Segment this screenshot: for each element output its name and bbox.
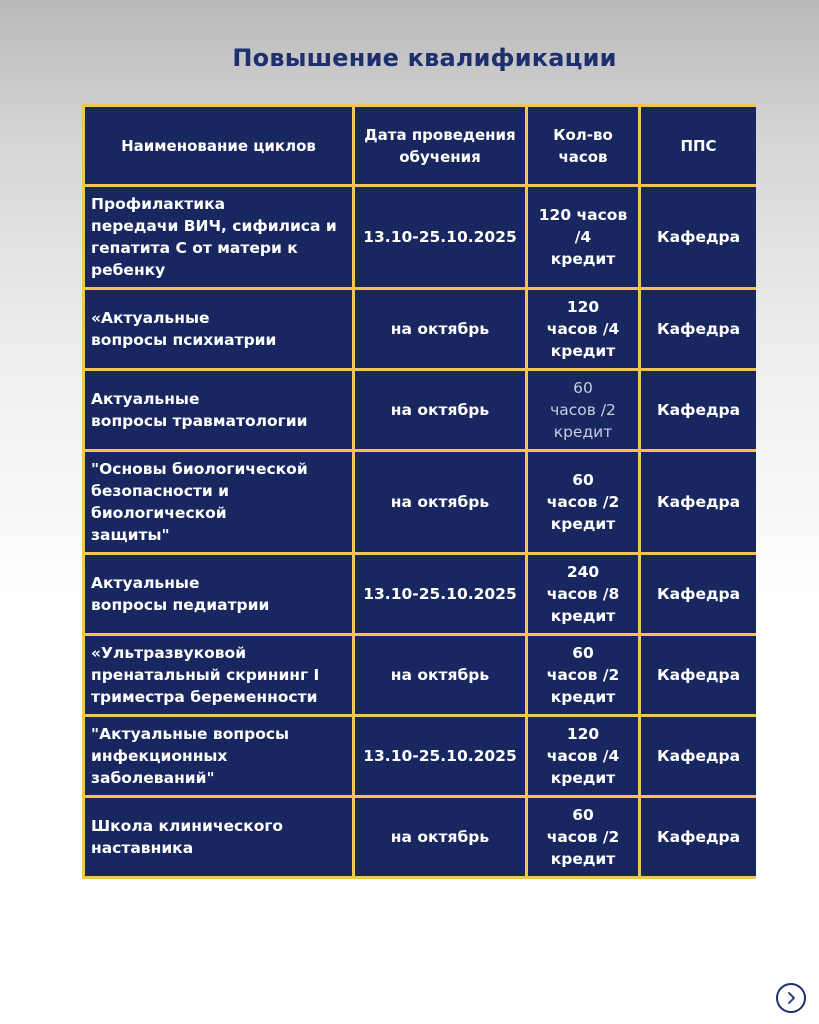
row-4-hours: 60 часов /2 кредит [528,452,638,552]
row-6-pps: Кафедра [641,636,756,714]
next-page-button[interactable] [776,983,806,1013]
courses-table [82,104,756,879]
row-4-date: на октябрь [355,452,525,552]
row-7-date: 13.10-25.10.2025 [355,717,525,795]
header-name: Наименование циклов [85,107,352,184]
row-1-pps: Кафедра [641,187,756,287]
row-2-pps: Кафедра [641,290,756,368]
row-2-hours: 120 часов /4 кредит [528,290,638,368]
row-8-date: на октябрь [355,798,525,876]
row-6-date: на октябрь [355,636,525,714]
row-2-date: на октябрь [355,290,525,368]
page-title: Повышение квалификации [232,44,617,72]
row-8-pps: Кафедра [641,798,756,876]
row-5-hours: 240 часов /8 кредит [528,555,638,633]
row-2-name: «Актуальные вопросы психиатрии [85,290,352,368]
row-4-pps: Кафедра [641,452,756,552]
row-1-date: 13.10-25.10.2025 [355,187,525,287]
row-7-pps: Кафедра [641,717,756,795]
row-5-pps: Кафедра [641,555,756,633]
row-7-hours: 120 часов /4 кредит [528,717,638,795]
row-1-name: Профилактика передачи ВИЧ, сифилиса и гепатита С от матери к ребенку [85,187,352,287]
header-hours: Кол-во часов [528,107,638,184]
header-date: Дата проведения обучения [355,107,525,184]
row-3-name: Актуальные вопросы травматологии [85,371,352,449]
row-3-hours: 60 часов /2 кредит [528,371,638,449]
row-5-name: Актуальные вопросы педиатрии [85,555,352,633]
row-6-hours: 60 часов /2 кредит [528,636,638,714]
row-3-pps: Кафедра [641,371,756,449]
row-6-name: «Ультразвуковой пренатальный скрининг I триместра беременности [85,636,352,714]
row-7-name: "Актуальные вопросы инфекционных заболеваний" [85,717,352,795]
row-3-date: на октябрь [355,371,525,449]
row-4-name: "Основы биологической безопасности и биологической защиты" [85,452,352,552]
row-8-hours: 60 часов /2 кредит [528,798,638,876]
row-1-hours: 120 часов /4 кредит [528,187,638,287]
chevron-right-icon [784,991,798,1005]
row-8-name: Школа клинического наставника [85,798,352,876]
row-5-date: 13.10-25.10.2025 [355,555,525,633]
header-pps: ППС [641,107,756,184]
